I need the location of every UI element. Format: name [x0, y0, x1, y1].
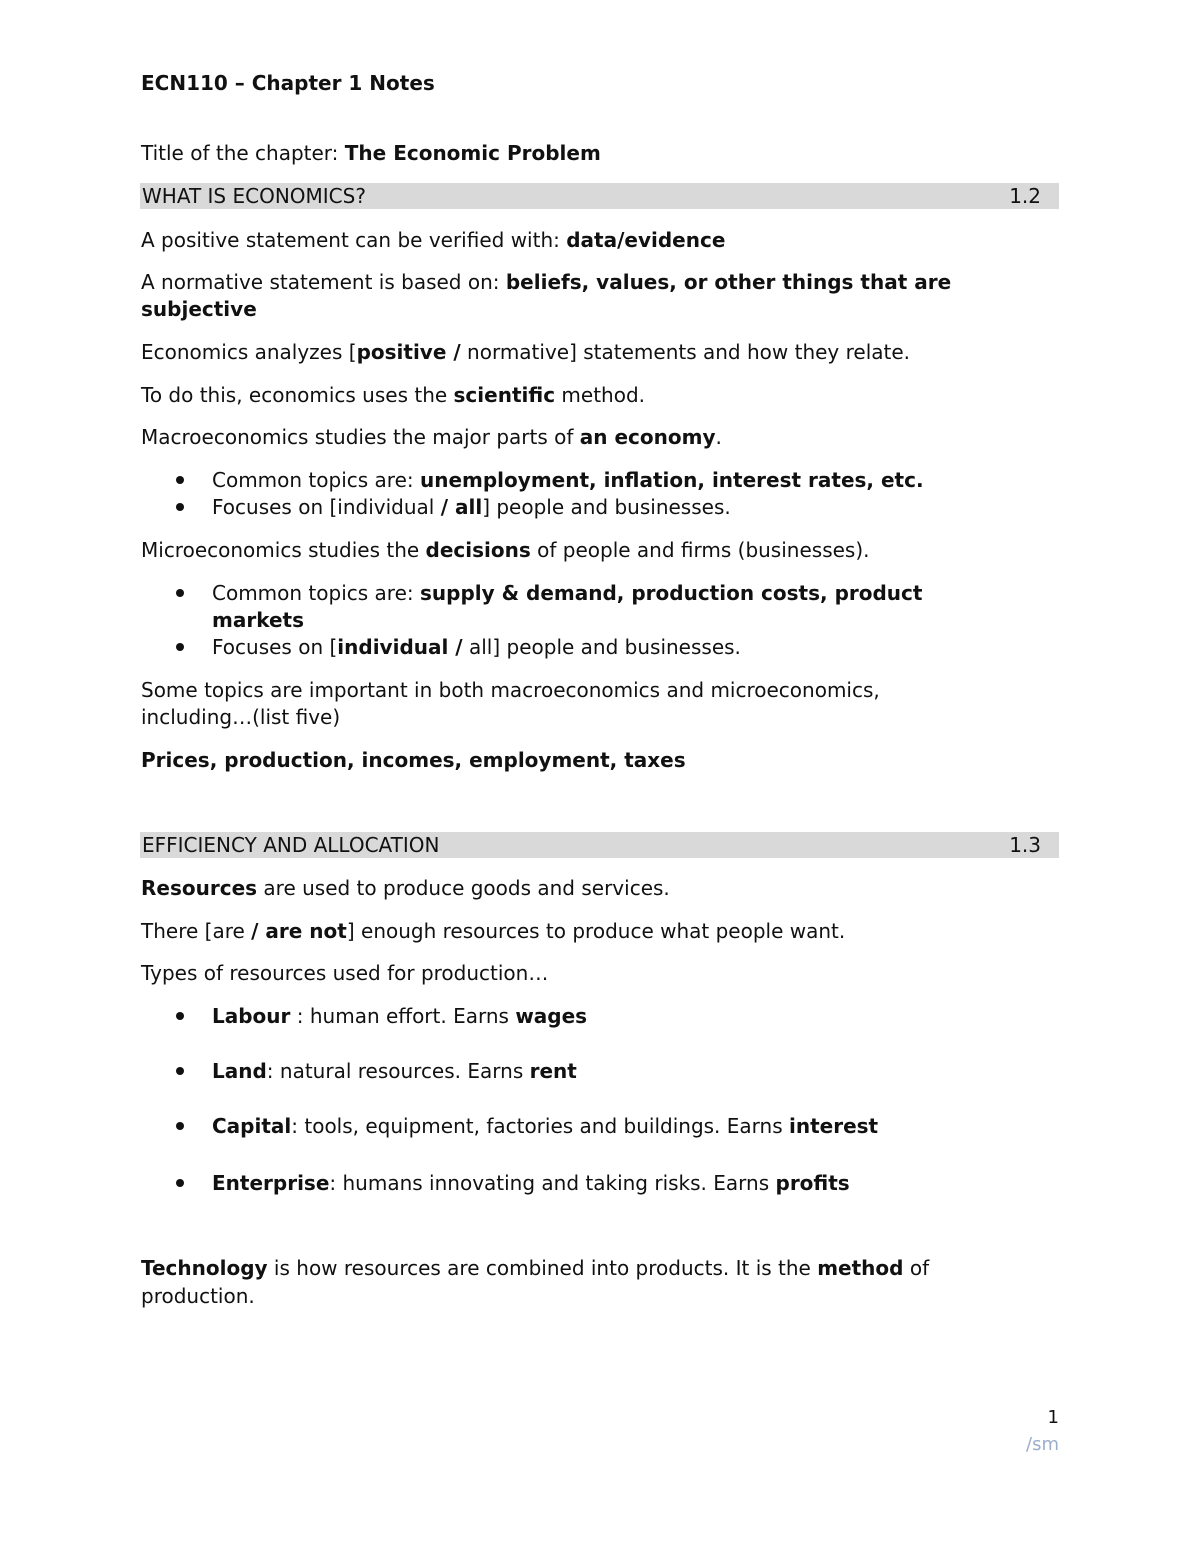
technology-continuation: production.	[141, 1284, 255, 1308]
resource-term: Enterprise	[212, 1171, 330, 1195]
normative-statement-answer: beliefs, values, or other things that are	[505, 270, 952, 294]
bullet-icon	[176, 476, 184, 484]
micro-suffix: of people and firms (businesses).	[530, 538, 870, 562]
micro-focus-suffix: all] people and businesses.	[462, 635, 741, 659]
types-intro: Types of resources used for production…	[141, 961, 549, 985]
positive-statement-line	[141, 226, 725, 254]
micro-topics-item	[212, 579, 922, 607]
technology-text: is how resources are combined into products. It is the	[267, 1256, 818, 1280]
resources-line	[141, 874, 670, 902]
macro-focus-suffix: ] people and businesses.	[482, 495, 731, 519]
enough-answer: / are not	[251, 919, 347, 943]
micro-prefix: Microeconomics studies the	[141, 538, 426, 562]
document-title: ECN110 – Chapter 1 Notes	[141, 71, 435, 95]
resource-item	[212, 1169, 850, 1197]
normative-statement-prefix: A normative statement is based on:	[141, 270, 506, 294]
analyzes-line	[141, 338, 910, 366]
resource-term: Capital	[212, 1114, 292, 1138]
macro-focus-prefix: Focuses on [individual	[212, 495, 441, 519]
macro-prefix: Macroeconomics studies the major parts of	[141, 425, 580, 449]
resource-item	[212, 1112, 878, 1140]
bullet-icon	[176, 643, 184, 651]
micro-focus-answer: individual /	[337, 635, 463, 659]
both-topics-answer: Prices, production, incomes, employment, taxes	[141, 748, 686, 772]
method-prefix: To do this, economics uses the	[141, 383, 454, 407]
positive-statement-prefix: A positive statement can be verified with:	[141, 228, 567, 252]
resource-description: : humans innovating and taking risks. Earns	[329, 1171, 776, 1195]
technology-line	[141, 1254, 929, 1282]
bullet-icon	[176, 503, 184, 511]
micro-line	[141, 536, 870, 564]
micro-topics-answer: supply & demand, production costs, product	[419, 581, 923, 605]
section-number: 1.2	[1009, 184, 1041, 208]
enough-suffix: ] enough resources to produce what people want.	[346, 919, 846, 943]
macro-line	[141, 423, 722, 451]
technology-term: Technology	[141, 1256, 268, 1280]
resource-item	[212, 1002, 587, 1030]
both-topics-line: Some topics are important in both macroeconomics and microeconomics,	[141, 678, 880, 702]
resource-description: : human effort. Earns	[290, 1004, 516, 1028]
technology-method: method	[817, 1256, 904, 1280]
macro-focus-item	[212, 493, 731, 521]
analyzes-answer: positive /	[356, 340, 461, 364]
footer-initials: /sm	[1026, 1434, 1059, 1455]
chapter-title-prefix: Title of the chapter:	[141, 141, 345, 165]
macro-suffix: .	[715, 425, 722, 449]
resource-earnings: profits	[775, 1171, 850, 1195]
resource-term: Labour	[212, 1004, 291, 1028]
section-heading-bar	[140, 832, 1059, 858]
method-line	[141, 381, 645, 409]
micro-answer: decisions	[425, 538, 531, 562]
resource-item	[212, 1057, 577, 1085]
bullet-icon	[176, 1122, 184, 1130]
chapter-title: The Economic Problem	[344, 141, 601, 165]
resource-term: Land	[212, 1059, 267, 1083]
method-answer: scientific	[453, 383, 556, 407]
resources-term: Resources	[141, 876, 258, 900]
section-number: 1.3	[1009, 833, 1041, 857]
macro-topics-answer: unemployment, inflation, interest rates, etc.	[419, 468, 924, 492]
technology-suffix: of	[903, 1256, 930, 1280]
bullet-icon	[176, 589, 184, 597]
macro-topics-prefix: Common topics are:	[212, 468, 420, 492]
micro-topics-prefix: Common topics are:	[212, 581, 420, 605]
resources-text: are used to produce goods and services.	[257, 876, 670, 900]
normative-statement-line	[141, 268, 951, 296]
section-heading-bar	[140, 183, 1059, 209]
enough-prefix: There [are	[141, 919, 252, 943]
resource-description: : tools, equipment, factories and buildings. Earns	[291, 1114, 789, 1138]
both-topics-continuation: including…(list five)	[141, 705, 341, 729]
bullet-icon	[176, 1067, 184, 1075]
macro-focus-answer: / all	[440, 495, 483, 519]
resource-earnings: wages	[515, 1004, 588, 1028]
bullet-icon	[176, 1012, 184, 1020]
bullet-icon	[176, 1179, 184, 1187]
micro-topics-continuation: markets	[212, 608, 304, 632]
macro-topics-item	[212, 466, 924, 494]
micro-focus-prefix: Focuses on [	[212, 635, 338, 659]
resource-earnings: interest	[789, 1114, 879, 1138]
analyzes-prefix: Economics analyzes [	[141, 340, 357, 364]
method-suffix: method.	[555, 383, 645, 407]
chapter-title-line	[141, 139, 601, 167]
normative-statement-continuation: subjective	[141, 297, 257, 321]
resource-description: : natural resources. Earns	[266, 1059, 530, 1083]
macro-answer: an economy	[579, 425, 716, 449]
page-number: 1	[1047, 1407, 1059, 1428]
positive-statement-answer: data/evidence	[566, 228, 726, 252]
section-heading: WHAT IS ECONOMICS?	[142, 184, 366, 208]
section-heading: EFFICIENCY AND ALLOCATION	[142, 833, 440, 857]
analyzes-suffix: normative] statements and how they relate.	[460, 340, 911, 364]
enough-line	[141, 917, 845, 945]
micro-focus-item	[212, 633, 741, 661]
resource-earnings: rent	[529, 1059, 577, 1083]
